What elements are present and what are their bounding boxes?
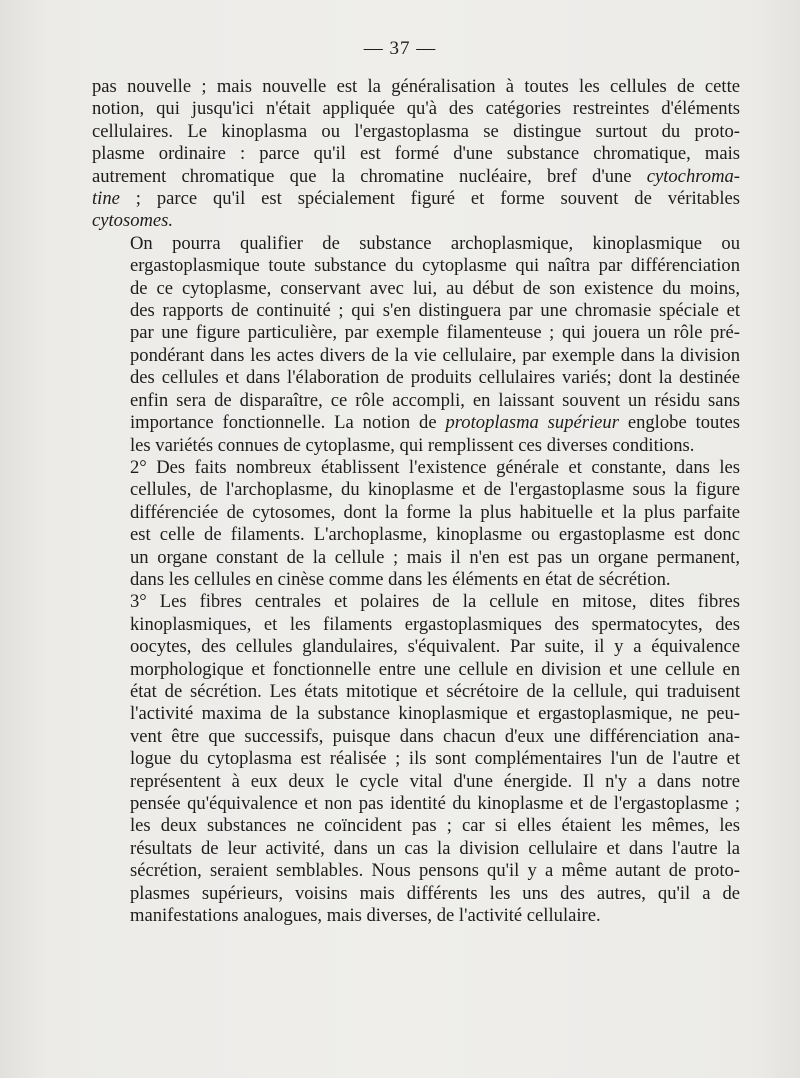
text-line: 3° Les fibres centrales et polaires de la cellule en mitose, dites fibres <box>130 591 740 613</box>
text-line: est celle de filaments. L'archoplasme, kinoplasme ou ergastoplasme est donc <box>130 524 740 546</box>
text-line: enfin sera de disparaître, ce rôle accompli, en laissant souvent un résidu sans <box>130 389 740 411</box>
page-number: — 37 — <box>363 38 437 59</box>
paragraph-2 <box>92 233 740 457</box>
text-line: pondérant dans les actes divers de la vie cellulaire, par exemple dans la division <box>130 344 740 366</box>
text-line: plasme ordinaire : parce qu'il est formé d'une substance chromatique, mais <box>92 143 740 165</box>
paragraph-3 <box>92 457 740 591</box>
paragraph-4 <box>92 591 740 927</box>
text-line: notion, qui jusqu'ici n'était appliquée qu'à des catégories restreintes d'éléments <box>92 98 740 120</box>
text-line: par une figure particulière, par exemple filamenteuse ; qui jouera un rôle pré- <box>130 322 740 344</box>
text-line: cellules, de l'archoplasme, du kinoplasme et de l'ergastoplasme sous la figure <box>130 479 740 501</box>
text-line: état de sécrétion. Les états mitotique et sécrétoire de la cellule, qui traduisent <box>130 680 740 702</box>
text-line: résultats de leur activité, dans un cas la division cellulaire et dans l'autre la <box>130 837 740 859</box>
text-line: les variétés connues de cytoplasme, qui remplissent ces diverses conditions. <box>130 434 695 456</box>
text-line: tine ; parce qu'il est spécialement figuré et forme souvent de véritables <box>92 188 740 210</box>
text-line: différenciée de cytosomes, dont la forme la plus habituelle et la plus parfaite <box>130 501 740 523</box>
paragraph-1 <box>92 76 740 233</box>
text-line: les deux substances ne coïncident pas ; car si elles étaient les mêmes, les <box>130 815 740 837</box>
text-line: ergastoplasmique toute substance du cytoplasme qui naîtra par différenciation <box>130 255 740 277</box>
text-line: 2° Des faits nombreux établissent l'existence générale et constante, dans les <box>130 456 740 478</box>
text-line: plasmes supérieurs, voisins mais différents les uns des autres, qu'il a de <box>130 882 740 904</box>
text-line: un organe constant de la cellule ; mais il n'en est pas un organe permanent, <box>130 546 740 568</box>
text-line: cytosomes. <box>92 210 174 232</box>
text-line: logue du cytoplasma est réalisée ; ils sont complémentaires l'un de l'autre et <box>130 748 740 770</box>
text-line: vent être que successifs, puisque dans chacun d'eux une différenciation ana- <box>130 725 740 747</box>
text-line: autrement chromatique que la chromatine nucléaire, bref d'une cytochroma- <box>92 165 740 187</box>
body-text <box>92 76 740 927</box>
text-line: des rapports de continuité ; qui s'en distinguera par une chromasie spéciale et <box>130 300 740 322</box>
text-line: sécrétion, seraient semblables. Nous pensons qu'il y a même autant de proto- <box>130 860 740 882</box>
text-line: des cellules et dans l'élaboration de produits cellulaires variés; dont la destinée <box>130 367 740 389</box>
text-line: morphologique et fonctionnelle entre une cellule en division et une cellule en <box>130 658 740 680</box>
text-line: pas nouvelle ; mais nouvelle est la généralisation à toutes les cellules de cette <box>92 76 740 97</box>
text-line: kinoplasmiques, et les filaments ergastoplasmiques des spermatocytes, des <box>130 613 740 635</box>
text-line: de ce cytoplasme, conservant avec lui, au début de son existence du moins, <box>130 277 740 299</box>
text-line: l'activité maxima de la substance kinoplasmique et ergastoplasmique, ne peu- <box>130 703 740 725</box>
text-line: oocytes, des cellules glandulaires, s'équivalent. Par suite, il y a équivalence <box>130 636 740 658</box>
text-line: représentent à eux deux le cycle vital d'une énergide. Il n'y a dans notre <box>130 770 740 792</box>
text-line: On pourra qualifier de substance archoplasmique, kinoplasmique ou <box>130 232 740 254</box>
text-line: pensée qu'équivalence et non pas identité du kinoplasme et de l'ergastoplasme ; <box>130 793 740 814</box>
text-line: manifestations analogues, mais diverses, de l'activité cellulaire. <box>130 905 601 927</box>
text-line: dans les cellules en cinèse comme dans les éléments en état de sécrétion. <box>130 568 671 590</box>
text-line: importance fonctionnelle. La notion de protoplasma supérieur englobe toutes <box>130 412 740 434</box>
text-line: cellulaires. Le kinoplasma ou l'ergastoplasma se distingue surtout du proto- <box>92 120 740 142</box>
